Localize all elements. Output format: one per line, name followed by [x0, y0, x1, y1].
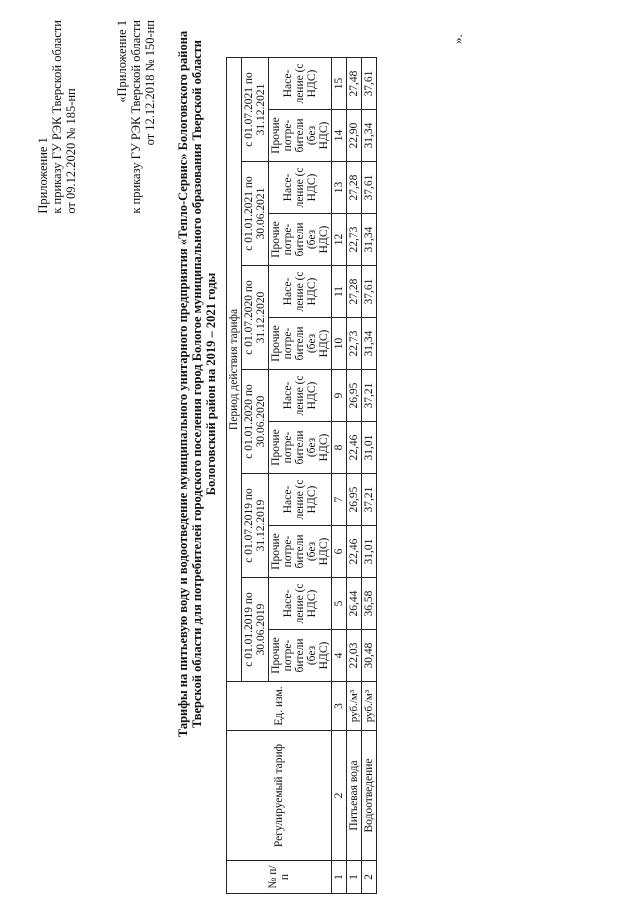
tariff-value: 31,01 [362, 422, 377, 474]
column-index: 13 [332, 162, 347, 214]
row-tariff-name: Питьевая вода [347, 731, 362, 861]
column-index: 2 [332, 731, 347, 861]
subheader-other: Прочие потре-бители (без НДС) [269, 318, 332, 370]
table-index-row [332, 58, 347, 894]
tariff-value: 22,73 [347, 318, 362, 370]
column-index: 15 [332, 58, 347, 110]
period-header: с 01.07.2019 по 31.12.2019 [242, 474, 269, 578]
tariff-value: 37,61 [362, 58, 377, 110]
subheader-population: Насе-ление (с НДС) [269, 578, 332, 630]
tariff-value: 31,34 [362, 110, 377, 162]
tariff-value: 37,61 [362, 162, 377, 214]
table-row [347, 58, 362, 894]
subheader-other: Прочие потре-бители (без НДС) [269, 630, 332, 682]
subheader-other: Прочие потре-бители (без НДС) [269, 422, 332, 474]
column-index: 3 [332, 682, 347, 731]
annex-line: от 09.12.2020 № 185-нп [64, 88, 78, 214]
closing-quote: ». [450, 34, 465, 44]
document-title [176, 14, 218, 754]
header-period: Период действия тарифа [227, 58, 242, 682]
title-line: Тарифы на питьевую воду и водоотведение муниципального унитарного предприятия «Тепло-Сервис» Бологовского района [176, 30, 190, 738]
column-index: 7 [332, 474, 347, 526]
tariff-value: 30,48 [362, 630, 377, 682]
row-number: 2 [362, 861, 377, 894]
subheader-population: Насе-ление (с НДС) [269, 162, 332, 214]
title-line: Тверской области для потребителей городского поселения город Бологое муниципального образования Тверской области [190, 40, 204, 728]
tariff-value: 26,95 [347, 370, 362, 422]
tariff-value: 22,03 [347, 630, 362, 682]
header-number: № п/п [227, 861, 332, 894]
tariff-value: 22,46 [347, 422, 362, 474]
annex-line: от 12.12.2018 № 150-нп [143, 20, 157, 146]
column-index: 12 [332, 214, 347, 266]
row-number: 1 [347, 861, 362, 894]
tariff-value: 37,21 [362, 474, 377, 526]
tariff-value: 36,58 [362, 578, 377, 630]
tariff-value: 27,28 [347, 162, 362, 214]
tariff-value: 22,46 [347, 526, 362, 578]
tariff-value: 26,44 [347, 578, 362, 630]
column-index: 4 [332, 630, 347, 682]
table-header-row [227, 58, 242, 894]
column-index: 14 [332, 110, 347, 162]
column-index: 11 [332, 266, 347, 318]
period-header: с 01.01.2021 по 30.06.2021 [242, 162, 269, 266]
subheader-population: Насе-ление (с НДС) [269, 474, 332, 526]
period-header: с 01.07.2021 по 31.12.2021 [242, 58, 269, 162]
column-index: 9 [332, 370, 347, 422]
subheader-population: Насе-ление (с НДС) [269, 370, 332, 422]
tariff-value: 31,34 [362, 318, 377, 370]
header-unit: Ед. изм. [227, 682, 332, 731]
header-tariff: Регулируемый тариф [227, 731, 332, 861]
tariff-value: 37,61 [362, 266, 377, 318]
row-tariff-name: Водоотведение [362, 731, 377, 861]
annex-header [36, 20, 78, 214]
tariff-value: 22,73 [347, 214, 362, 266]
tariff-value: 22,90 [347, 110, 362, 162]
tariff-value: 31,34 [362, 214, 377, 266]
annex-line: Приложение 1 [36, 137, 50, 214]
period-header: с 01.07.2020 по 31.12.2020 [242, 266, 269, 370]
row-unit: руб./м³ [347, 682, 362, 731]
period-header: с 01.01.2019 по 30.06.2019 [242, 578, 269, 682]
annex-line: к приказу ГУ РЭК Тверской области [129, 20, 143, 214]
title-line: Бологовский район на 2019 – 2021 годы [204, 272, 218, 496]
tariff-value: 27,48 [347, 58, 362, 110]
subheader-population: Насе-ление (с НДС) [269, 266, 332, 318]
column-index: 1 [332, 861, 347, 894]
subheader-other: Прочие потре-бители (без НДС) [269, 526, 332, 578]
column-index: 5 [332, 578, 347, 630]
previous-annex-header [115, 20, 157, 214]
tariff-value: 26,95 [347, 474, 362, 526]
tariff-value: 27,28 [347, 266, 362, 318]
column-index: 8 [332, 422, 347, 474]
subheader-population: Насе-ление (с НДС) [269, 58, 332, 110]
row-unit: руб./м³ [362, 682, 377, 731]
tariff-value: 37,21 [362, 370, 377, 422]
period-header: с 01.01.2020 по 30.06.2020 [242, 370, 269, 474]
tariff-value: 31,01 [362, 526, 377, 578]
annex-line: «Приложение 1 [115, 20, 129, 103]
subheader-other: Прочие потре-бители (без НДС) [269, 214, 332, 266]
column-index: 6 [332, 526, 347, 578]
column-index: 10 [332, 318, 347, 370]
table-row [362, 58, 377, 894]
subheader-other: Прочие потре-бители (без НДС) [269, 110, 332, 162]
annex-line: к приказу ГУ РЭК Тверской области [50, 20, 64, 214]
tariff-table [226, 57, 377, 894]
